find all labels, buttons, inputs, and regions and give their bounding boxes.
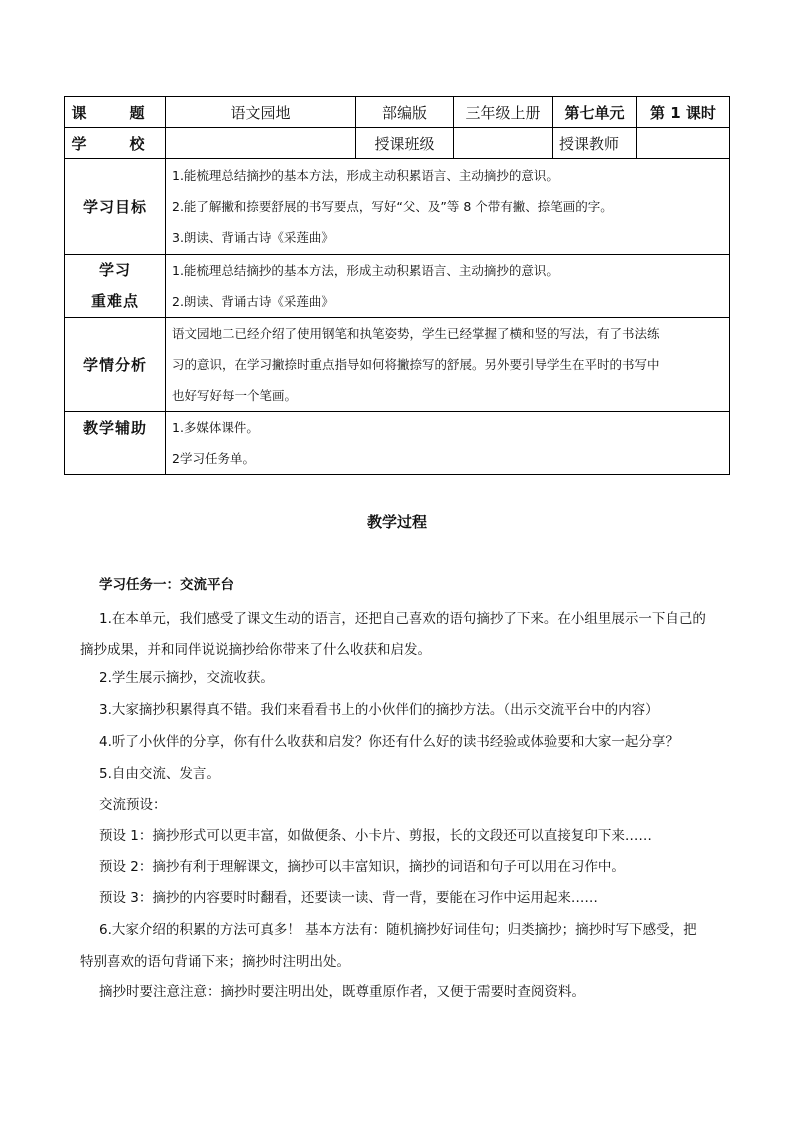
- aid-item: 2学习任务单。: [172, 451, 255, 466]
- keypoints-label-line1: 学习: [98, 261, 131, 279]
- school-label: 学 校: [65, 128, 166, 159]
- note-paragraph: 摘抄时要注意注意：摘抄时要注明出处，既尊重原作者，又便于需要时查阅资料。: [99, 984, 585, 1000]
- table-row-keypoints: [65, 255, 730, 318]
- table-row-analysis: [65, 318, 730, 412]
- teacher-label: 授课教师: [553, 128, 637, 159]
- edition-value: 部编版: [356, 97, 454, 128]
- keypoints-content: [166, 255, 730, 318]
- analysis-line: 语文园地二已经介绍了使用钢笔和执笔姿势，学生已经掌握了横和竖的写法，有了书法练: [172, 326, 660, 341]
- preset-label: 交流预设：: [99, 797, 167, 813]
- teaching-process-title: 教学过程: [366, 513, 427, 531]
- goals-content: [166, 159, 730, 255]
- preset-3: 预设 3：摘抄的内容要时时翻看，还要读一读、背一背，要能在习作中运用起来……: [99, 890, 598, 906]
- topic-label: 课 题: [65, 97, 166, 128]
- paragraph-5: 5.自由交流、发言。: [99, 766, 220, 782]
- task1-title: 学习任务一：交流平台: [99, 577, 234, 593]
- paragraph-1-line2: 摘抄成果，并和同伴说说摘抄给你带来了什么收获和启发。: [80, 642, 431, 658]
- paragraph-2: 2.学生展示摘抄，交流收获。: [99, 670, 274, 686]
- class-label: 授课班级: [356, 128, 454, 159]
- table-row-school: [65, 128, 730, 159]
- goal-item: 3.朗读、背诵古诗《采莲曲》: [172, 230, 334, 245]
- analysis-line: 也好写好每一个笔画。: [172, 388, 298, 403]
- goal-item: 2.能了解撇和捺要舒展的书写要点，写好“父、及”等 8 个带有撇、捺笔画的字。: [172, 199, 613, 214]
- lesson-info-table: [64, 96, 730, 475]
- analysis-label: 学情分析: [65, 318, 166, 412]
- table-row-aids: [65, 412, 730, 475]
- paragraph-1-line1: 1.在本单元，我们感受了课文生动的语言，还把自己喜欢的语句摘抄了下来。在小组里展示一下自己的: [99, 611, 706, 627]
- school-value: [166, 128, 356, 159]
- goals-label: 学习目标: [65, 159, 166, 255]
- goal-item: 1.能梳理总结摘抄的基本方法，形成主动积累语言、主动摘抄的意识。: [172, 168, 559, 183]
- keypoint-item: 1.能梳理总结摘抄的基本方法，形成主动积累语言、主动摘抄的意识。: [172, 263, 559, 278]
- aid-item: 1.多媒体课件。: [172, 420, 259, 435]
- paragraph-6-line1: 6.大家介绍的积累的方法可真多！ 基本方法有：随机摘抄好词佳句；归类摘抄；摘抄时写下感受，把: [99, 922, 697, 938]
- paragraph-3: 3.大家摘抄积累得真不错。我们来看看书上的小伙伴们的摘抄方法。（出示交流平台中的内容）: [99, 702, 659, 718]
- teacher-value: [637, 128, 730, 159]
- aids-label: 教学辅助: [65, 412, 166, 475]
- paragraph-6-line2: 特别喜欢的语句背诵下来；摘抄时注明出处。: [80, 954, 350, 970]
- keypoint-item: 2.朗读、背诵古诗《采莲曲》: [172, 294, 334, 309]
- period-value: 第 1 课时: [637, 97, 730, 128]
- grade-value: 三年级上册: [454, 97, 553, 128]
- paragraph-4: 4.听了小伙伴的分享，你有什么收获和启发？你还有什么好的读书经验或体验要和大家一起分享？: [99, 734, 679, 750]
- class-value: [454, 128, 553, 159]
- preset-1: 预设 1：摘抄形式可以更丰富，如做便条、小卡片、剪报，长的文段还可以直接复印下来……: [99, 828, 652, 844]
- preset-2: 预设 2：摘抄有利于理解课文，摘抄可以丰富知识，摘抄的词语和句子可以用在习作中。: [99, 859, 625, 875]
- analysis-content: [166, 318, 730, 412]
- aids-content: [166, 412, 730, 475]
- analysis-line: 习的意识，在学习撇捺时重点指导如何将撇捺写的舒展。另外要引导学生在平时的书写中: [172, 357, 660, 372]
- keypoints-label-line2: 重难点: [90, 292, 139, 310]
- table-row-topic: [65, 97, 730, 128]
- unit-value: 第七单元: [553, 97, 637, 128]
- keypoints-label: [65, 255, 166, 318]
- topic-value: 语文园地: [166, 97, 356, 128]
- table-row-goals: [65, 159, 730, 255]
